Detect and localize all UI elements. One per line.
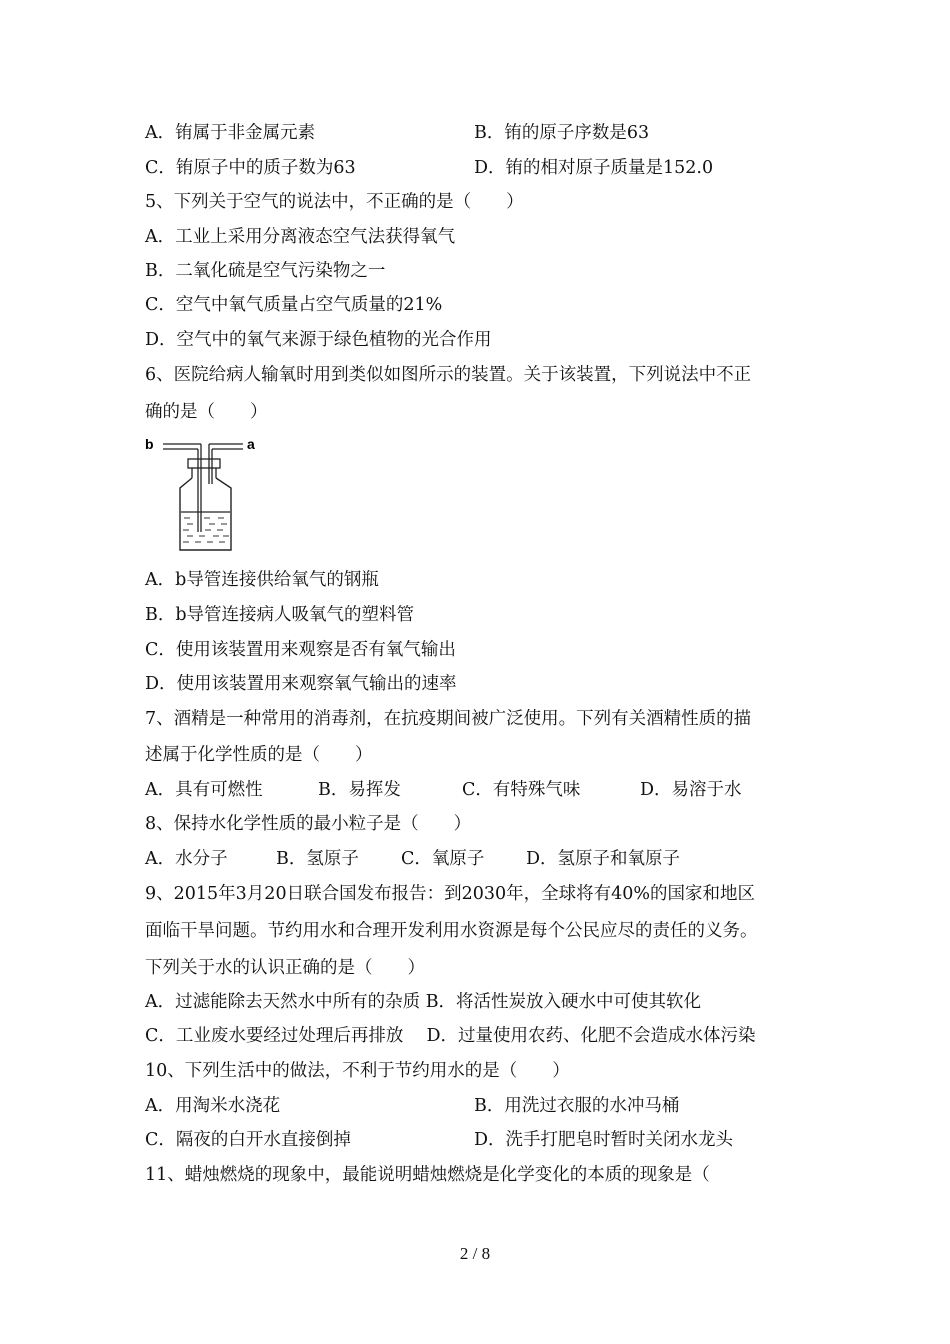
q7-stem-line1: 7、酒精是一种常用的消毒剂，在抗疫期间被广泛使用。下列有关酒精性质的描 xyxy=(145,709,752,729)
q10-option-c: C．隔夜的白开水直接倒掉 xyxy=(145,1130,351,1150)
q5-option-b: B．二氧化硫是空气污染物之一 xyxy=(145,261,386,281)
figure-label-b: b xyxy=(145,436,154,452)
gas-washing-bottle-figure xyxy=(143,432,268,557)
q5-stem: 5、下列关于空气的说法中，不正确的是（ ） xyxy=(145,192,524,212)
q4-option-c: C．铕原子中的质子数为63 xyxy=(145,158,356,178)
q11-stem: 11、蜡烛燃烧的现象中，最能说明蜡烛燃烧是化学变化的本质的现象是（ xyxy=(145,1165,710,1185)
q6-option-d: D．使用该装置用来观察氧气输出的速率 xyxy=(145,674,457,694)
q7-option-c: C．有特殊气味 xyxy=(462,780,581,800)
q4-option-b: B．铕的原子序数是63 xyxy=(474,123,650,143)
q7-stem-line2: 述属于化学性质的是（ ） xyxy=(145,745,373,765)
q5-option-d: D．空气中的氧气来源于绿色植物的光合作用 xyxy=(145,330,492,350)
q7-option-b: B．易挥发 xyxy=(318,780,401,800)
q9-options-cd: C．工业废水要经过处理后再排放 D．过量使用农药、化肥不会造成水体污染 xyxy=(145,1026,756,1046)
q4-option-d: D．铕的相对原子质量是152.0 xyxy=(474,158,714,178)
q10-option-a: A．用淘米水浇花 xyxy=(145,1096,281,1116)
q10-option-b: B．用洗过衣服的水冲马桶 xyxy=(474,1096,680,1116)
q5-option-c: C．空气中氧气质量占空气质量的21% xyxy=(145,295,443,315)
q7-option-d: D．易溶于水 xyxy=(640,780,742,800)
q6-option-a: A．b导管连接供给氧气的钢瓶 xyxy=(145,570,379,590)
q6-option-c: C．使用该装置用来观察是否有氧气输出 xyxy=(145,640,456,660)
q10-option-d: D．洗手打肥皂时暂时关闭水龙头 xyxy=(474,1130,734,1150)
q9-stem-line1: 9、2015年3月20日联合国发布报告：到2030年，全球将有40%的国家和地区 xyxy=(145,884,756,904)
q8-option-d: D．氢原子和氧原子 xyxy=(526,849,681,869)
q4-option-a: A．铕属于非金属元素 xyxy=(145,123,316,143)
q9-stem-line3: 下列关于水的认识正确的是（ ） xyxy=(145,958,425,978)
q5-option-a: A．工业上采用分离液态空气法获得氧气 xyxy=(145,227,456,247)
q8-option-c: C．氧原子 xyxy=(401,849,485,869)
q6-stem-line1: 6、医院给病人输氧时用到类似如图所示的装置。关于该装置，下列说法中不正 xyxy=(145,365,752,385)
page-number: 2 / 8 xyxy=(459,1244,491,1263)
q7-option-a: A．具有可燃性 xyxy=(145,780,263,800)
q9-options-ab: A．过滤能除去天然水中所有的杂质 B．将活性炭放入硬水中可使其软化 xyxy=(145,992,702,1012)
q10-stem: 10、下列生活中的做法，不利于节约用水的是（ ） xyxy=(145,1061,570,1081)
q6-stem-line2: 确的是（ ） xyxy=(145,402,268,422)
figure-label-a: a xyxy=(247,436,255,452)
q8-option-b: B．氢原子 xyxy=(276,849,359,869)
q8-stem: 8、保持水化学性质的最小粒子是（ ） xyxy=(145,814,472,834)
q6-option-b: B．b导管连接病人吸氧气的塑料管 xyxy=(145,605,415,625)
q8-option-a: A．水分子 xyxy=(145,849,228,869)
q9-stem-line2: 面临干旱问题。节约用水和合理开发利用水资源是每个公民应尽的责任的义务。 xyxy=(145,921,758,941)
